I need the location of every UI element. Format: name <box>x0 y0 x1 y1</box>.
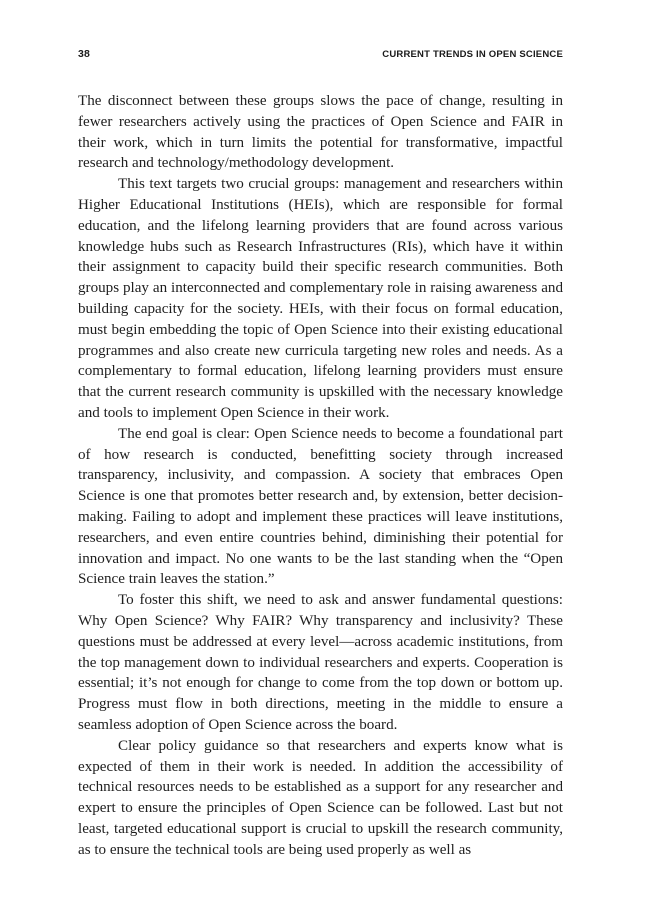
paragraph-3: The end goal is clear: Open Science needs to become a foundational part of how research is conducted, benefitting society through increased transparency, inclusivity, and compassion. A society that embraces Open Science is one that promotes better research and, by extension, better decision-making. Failing to adopt and implement these practices will leave institutions, researchers, and even entire countries behind, diminishing their potential for innovation and impact. No one wants to be the last standing when the “Open Science train leaves the station.” <box>78 425 563 588</box>
running-title: CURRENT TRENDS IN OPEN SCIENCE <box>382 49 563 60</box>
body-text <box>78 91 563 860</box>
paragraph-1: The disconnect between these groups slows the pace of change, resulting in fewer researchers actively using the practices of Open Science and FAIR in their work, which in turn limits the potential for transformative, impactful research and technology/methodology development. <box>78 93 563 172</box>
paragraph-5: Clear policy guidance so that researchers and experts know what is expected of them in their work is needed. In addition the accessibility of technical resources needs to be established as a support for any researcher and expert to ensure the principles of Open Science can be followed. Last but not least, targeted educational support is crucial to upskill the research community, as to ensure the technical tools are being used properly as well as <box>78 737 563 858</box>
paragraph-2: This text targets two crucial groups: management and researchers within Higher Educational Institutions (HEIs), which are responsible for formal education, and the lifelong learning providers that are found across various knowledge hubs such as Research Infrastructures (RIs), which have it within their assignment to capacity build their specific research communities. Both groups play an interconnected and complementary role in raising awareness and building capacity for the society. HEIs, with their focus on formal education, must begin embedding the topic of Open Science into their existing educational programmes and also create new curricula targeting new roles and needs. As a complementary to formal education, lifelong learning providers must ensure that the current research community is upskilled with the necessary knowledge and tools to implement Open Science in their work. <box>78 176 563 421</box>
paragraph-4: To foster this shift, we need to ask and answer fundamental questions: Why Open Science? Why FAIR? Why transparency and inclusivity? These questions must be addressed at every level—across academic institutions, from the top management down to individual researchers and experts. Cooperation is essential; it’s not enough for change to come from the top down or bottom up. Progress must flow in both directions, meeting in the middle to ensure a seamless adoption of Open Science across the board. <box>78 592 563 733</box>
book-page <box>78 48 563 860</box>
running-header <box>78 48 563 60</box>
page-number: 38 <box>78 48 90 60</box>
